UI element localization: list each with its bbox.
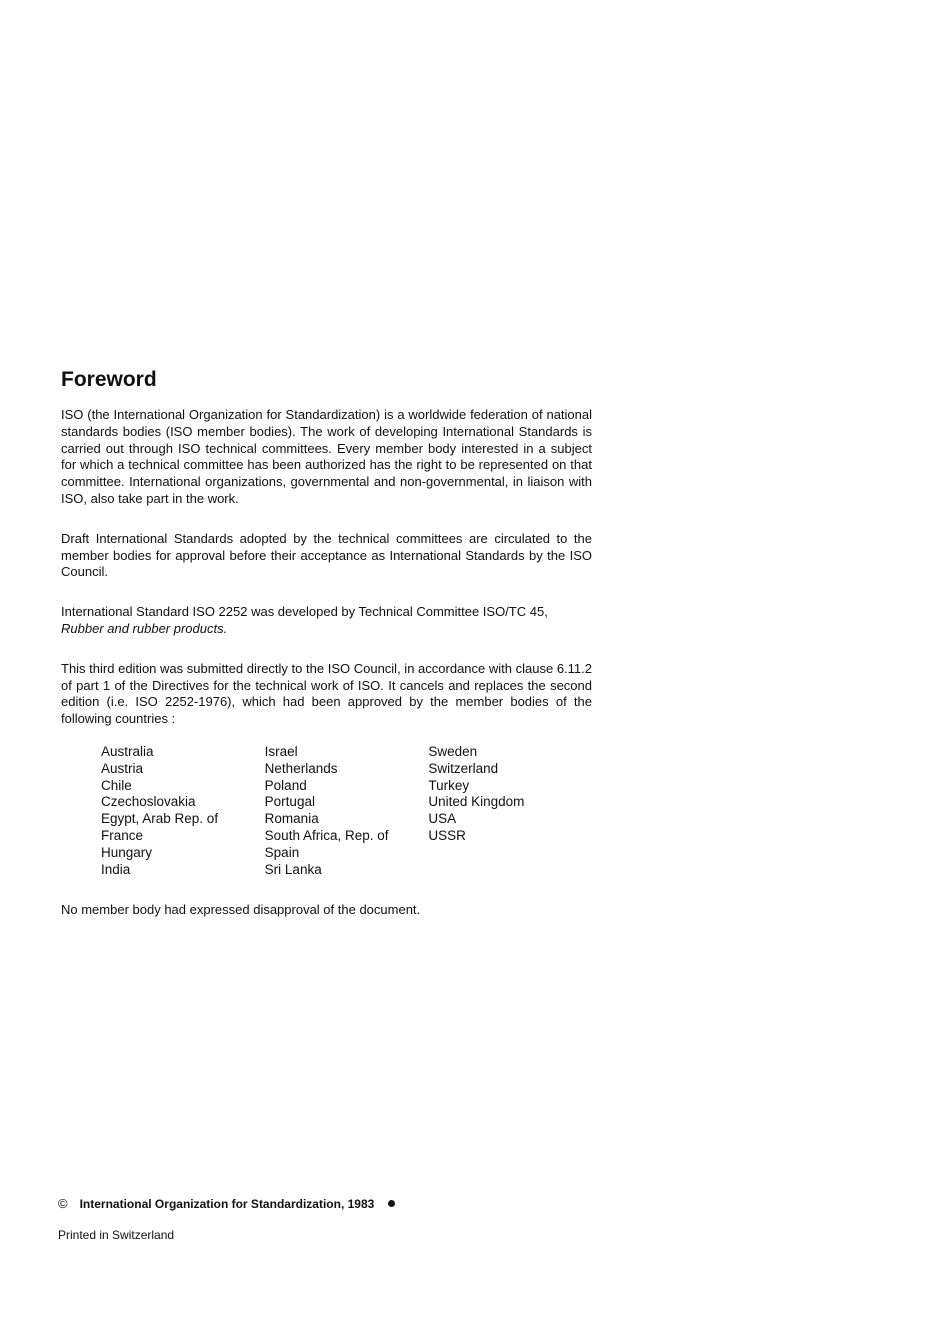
paragraph-iso-intro: ISO (the International Organization for Standardization) is a worldwide federation of national standards bodies (ISO member bodies). The work of developing International Standards is carried out through ISO technical committees. Every member body interested in a subject for which a technical committee has been authorized has the right to be represented on that committee. International organizations, governmental and non-governmental, in liaison with ISO, also take part in the work. xyxy=(61,407,592,506)
country-item: United Kingdom xyxy=(428,794,525,810)
country-item: South Africa, Rep. of xyxy=(264,827,389,843)
country-item: Portugal xyxy=(264,794,315,810)
country-item: Romania xyxy=(264,811,319,827)
country-item: Austria xyxy=(101,760,144,776)
country-item: Poland xyxy=(264,777,307,793)
country-column-2 xyxy=(265,744,429,878)
paragraph-no-disapproval: No member body had expressed disapproval of the document. xyxy=(61,902,421,918)
copyright-icon: © xyxy=(58,1196,68,1211)
country-item: Hungary xyxy=(101,844,153,860)
country-item: Netherlands xyxy=(264,760,338,776)
country-item: Czechoslovakia xyxy=(101,794,196,810)
country-item: Spain xyxy=(264,844,300,860)
committee-title: Rubber and rubber products. xyxy=(61,620,228,636)
country-column-3 xyxy=(428,744,592,878)
country-item: India xyxy=(101,861,131,877)
country-item: USA xyxy=(428,811,457,827)
page-title: Foreword xyxy=(61,368,157,391)
country-item: Chile xyxy=(101,777,132,793)
country-item: Sri Lanka xyxy=(264,861,322,877)
copyright-text: International Organization for Standardization, 1983 xyxy=(79,1196,375,1211)
country-item: Switzerland xyxy=(428,760,499,776)
copyright-line xyxy=(58,1196,395,1211)
country-item: USSR xyxy=(428,827,466,843)
bullet-icon xyxy=(388,1200,395,1207)
paragraph-edition: This third edition was submitted directly to the ISO Council, in accordance with clause 6.11.2 of part 1 of the Directives for the technical work of ISO. It cancels and replaces the second edition (i.e. ISO 2252-1976), which had been approved by the member bodies of the following countries : xyxy=(61,660,592,727)
printed-location: Printed in Switzerland xyxy=(58,1228,175,1242)
country-item: Israel xyxy=(264,743,298,759)
country-column-1 xyxy=(101,744,265,878)
country-item: Turkey xyxy=(428,777,470,793)
paragraph-draft-standards: Draft International Standards adopted by the technical committees are circulated to the member bodies for approval before their acceptance as International Standards by the ISO Council. xyxy=(61,530,592,580)
paragraph-committee xyxy=(61,604,592,638)
committee-text: International Standard ISO 2252 was developed by Technical Committee ISO/TC 45, xyxy=(61,604,548,620)
country-list xyxy=(101,744,592,878)
country-item: Egypt, Arab Rep. of xyxy=(101,811,219,827)
country-item: Australia xyxy=(101,743,154,759)
country-item: France xyxy=(101,827,144,843)
country-item: Sweden xyxy=(428,743,478,759)
foreword-section xyxy=(61,366,592,942)
